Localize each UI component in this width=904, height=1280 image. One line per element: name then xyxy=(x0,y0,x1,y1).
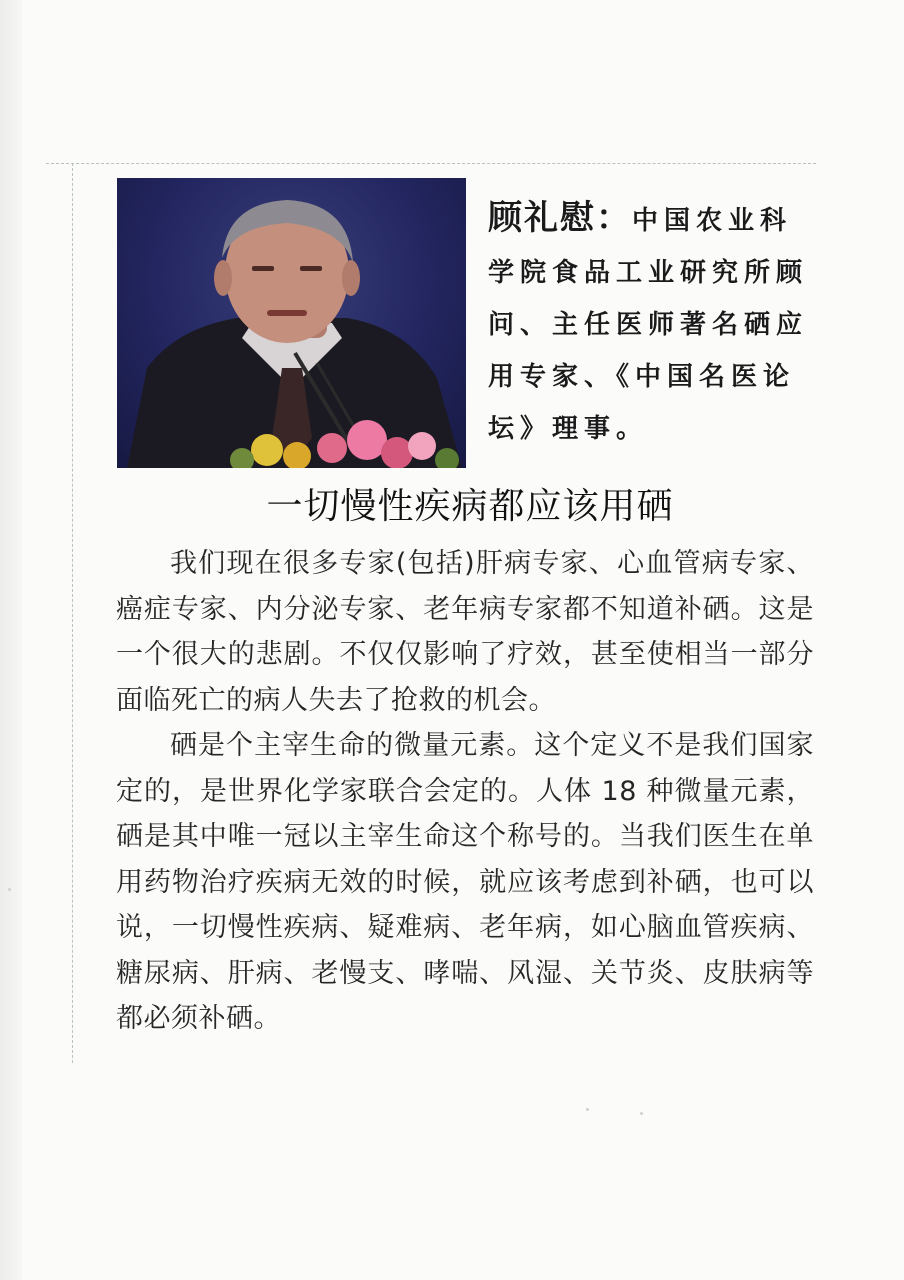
paragraph: 我们现在很多专家(包括)肝病专家、心血管病专家、癌症专家、内分泌专家、老年病专家都不知道补硒。这是一个很大的悲剧。不仅仅影响了疗效，甚至使相当一部分面临死亡的病人失去了抢救的机会。 xyxy=(116,548,814,716)
speaker-photo xyxy=(117,178,466,468)
person-bio: 中国农业科学院食品工业研究所顾问、主任医师著名硒应用专家、《中国名医论坛》理事。 xyxy=(488,206,809,444)
person-name: 顾礼慰： xyxy=(488,198,632,238)
paragraph: 硒是个主宰生命的微量元素。这个定义不是我们国家定的，是世界化学家联合会定的。人体 18 种微量元素，硒是其中唯一冠以主宰生命这个称号的。当我们医生在单用药物治疗疾病无效的时候，就应该考虑到补硒，也可以说，一切慢性疾病、疑难病、老年病，如心脑血管疾病、糖尿病、肝病、老慢支、哮喘、风湿、关节炎、皮肤病等都必须补硒。 xyxy=(116,730,814,1034)
article-title: 一切慢性疾病都应该用硒 xyxy=(266,486,674,527)
dashed-border-top xyxy=(46,163,816,164)
bio-block xyxy=(488,192,818,455)
scan-edge-shadow xyxy=(0,0,22,1280)
scan-speck xyxy=(640,1112,643,1115)
scan-speck xyxy=(586,1108,589,1111)
dashed-border-left xyxy=(72,163,73,1063)
scan-speck xyxy=(8,888,11,891)
